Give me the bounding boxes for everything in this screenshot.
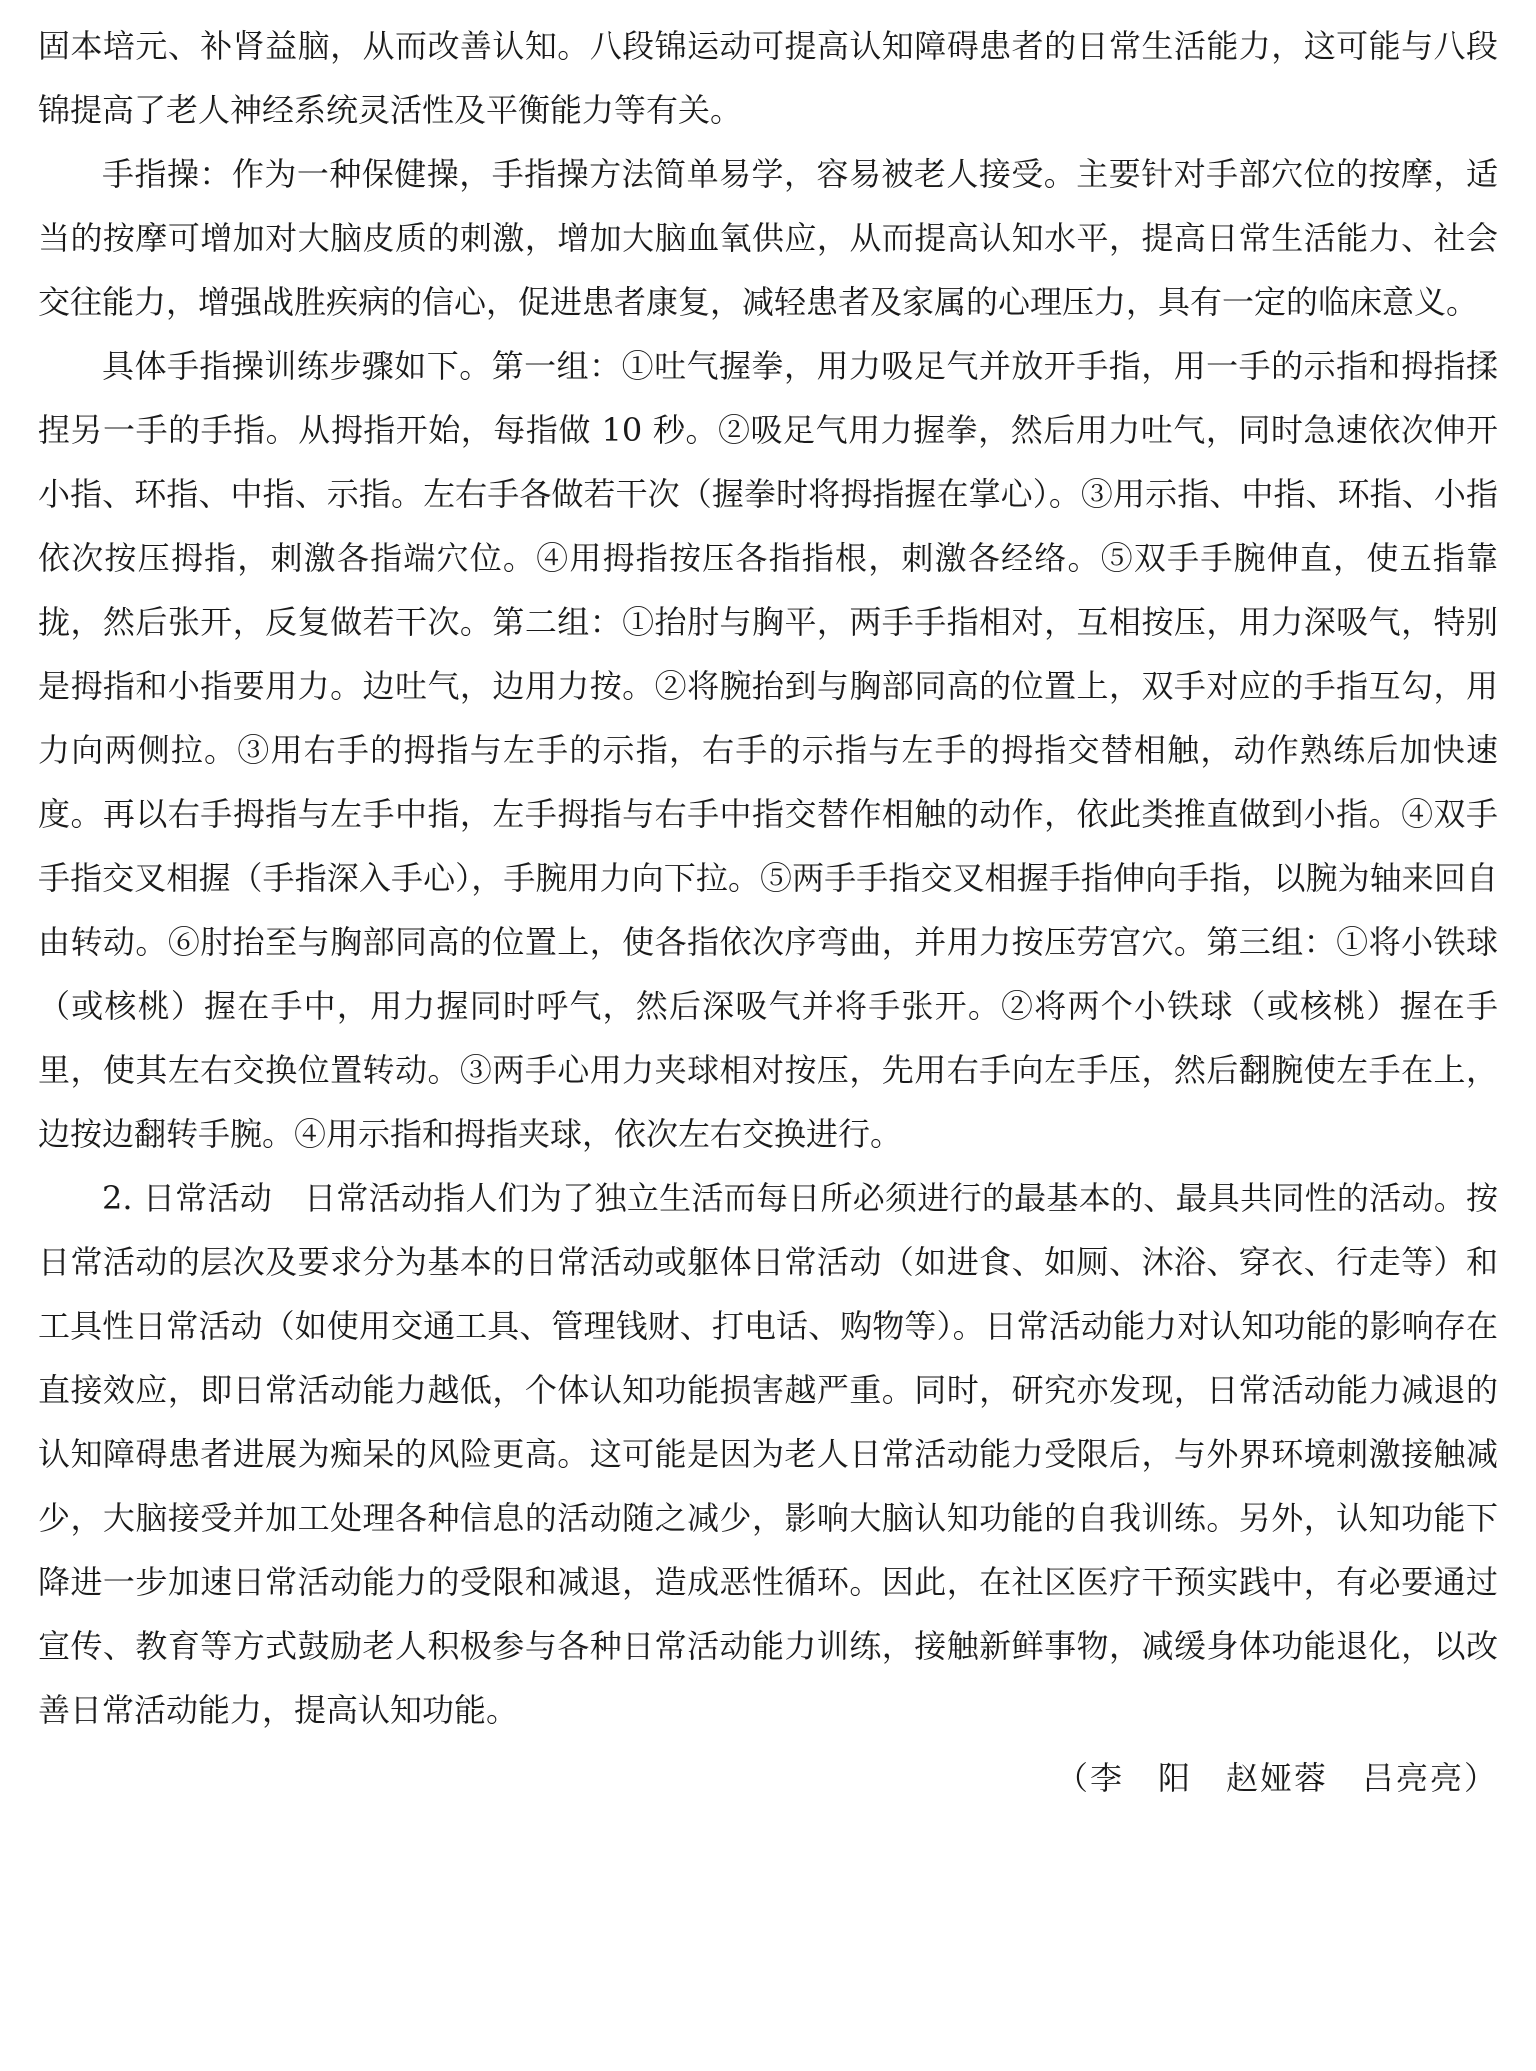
section-daily-activities xyxy=(38,1166,1498,1742)
document-page xyxy=(38,14,1498,1810)
paragraph-continuation: 固本培元、补肾益脑，从而改善认知。八段锦运动可提高认知障碍患者的日常生活能力，这可能与八段锦提高了老人神经系统灵活性及平衡能力等有关。 xyxy=(38,27,1498,129)
section-title: 日常活动 xyxy=(142,1179,273,1217)
paragraph-hand-exercise-intro: 手指操：作为一种保健操，手指操方法简单易学，容易被老人接受。主要针对手部穴位的按摩，适当的按摩可增加对大脑皮质的刺激，增加大脑血氧供应，从而提高认知水平，提高日常生活能力、社会交往能力，增强战胜疾病的信心，促进患者康复，减轻患者及家属的心理压力，具有一定的临床意义。 xyxy=(38,155,1498,321)
section-body: 日常活动指人们为了独立生活而每日所必须进行的最基本的、最具共同性的活动。按日常活动的层次及要求分为基本的日常活动或躯体日常活动（如进食、如厕、沐浴、穿衣、行走等）和工具性日常活动（如使用交通工具、管理钱财、打电话、购物等）。日常活动能力对认知功能的影响存在直接效应，即日常活动能力越低，个体认知功能损害越严重。同时，研究亦发现，日常活动能力减退的认知障碍患者进展为痴呆的风险更高。这可能是因为老人日常活动能力受限后，与外界环境刺激接触减少，大脑接受并加工处理各种信息的活动随之减少，影响大脑认知功能的自我训练。另外，认知功能下降进一步加速日常活动能力的受限和减退，造成恶性循环。因此，在社区医疗干预实践中，有必要通过宣传、教育等方式鼓励老人积极参与各种日常活动能力训练，接触新鲜事物，减缓身体功能退化，以改善日常活动能力，提高认知功能。 xyxy=(38,1179,1498,1729)
paragraph-hand-exercise-steps: 具体手指操训练步骤如下。第一组：①吐气握拳，用力吸足气并放开手指，用一手的示指和拇指揉捏另一手的手指。从拇指开始，每指做 10 秒。②吸足气用力握拳，然后用力吐气，同时急速依次伸开小指、环指、中指、示指。左右手各做若干次（握拳时将拇指握在掌心）。③用示指、中指、环指、小指依次按压拇指，刺激各指端穴位。④用拇指按压各指指根，刺激各经络。⑤双手手腕伸直，使五指靠拢，然后张开，反复做若干次。第二组：①抬肘与胸平，两手手指相对，互相按压，用力深吸气，特别是拇指和小指要用力。边吐气，边用力按。②将腕抬到与胸部同高的位置上，双手对应的手指互勾，用力向两侧拉。③用右手的拇指与左手的示指，右手的示指与左手的拇指交替相触，动作熟练后加快速度。再以右手拇指与左手中指，左手拇指与右手中指交替作相触的动作，依此类推直做到小指。④双手手指交叉相握（手指深入手心），手腕用力向下拉。⑤两手手指交叉相握手指伸向手指，以腕为轴来回自由转动。⑥肘抬至与胸部同高的位置上，使各指依次序弯曲，并用力按压劳宫穴。第三组：①将小铁球（或核桃）握在手中，用力握同时呼气，然后深吸气并将手张开。②将两个小铁球（或核桃）握在手里，使其左右交换位置转动。③两手心用力夹球相对按压，先用右手向左手压，然后翻腕使左手在上，边按边翻转手腕。④用示指和拇指夹球，依次左右交换进行。 xyxy=(38,347,1498,1153)
author-credit: （李 阳 赵娅蓉 吕亮亮） xyxy=(1055,1759,1498,1797)
section-number: 2. xyxy=(102,1179,133,1217)
